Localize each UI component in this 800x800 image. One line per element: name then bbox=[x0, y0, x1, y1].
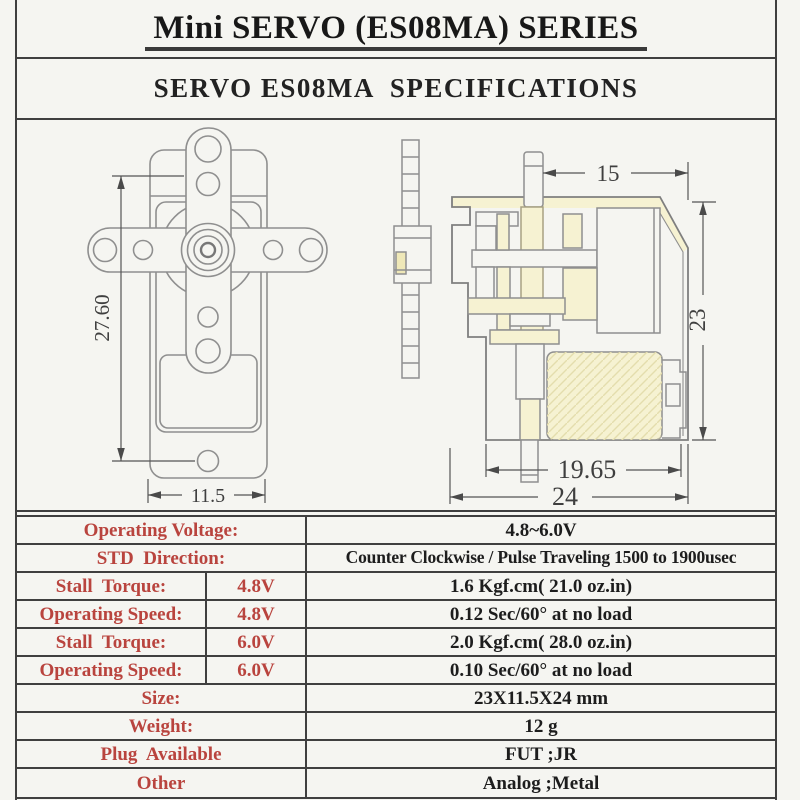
table-row bbox=[17, 573, 775, 601]
technical-drawings bbox=[17, 120, 775, 510]
table-row bbox=[17, 545, 775, 573]
spec-label: STD Direction: bbox=[17, 545, 307, 571]
spec-value: FUT ;JR bbox=[505, 743, 577, 765]
table-row bbox=[17, 769, 775, 799]
side-view-drawing bbox=[394, 140, 688, 482]
side-inner-width-dimension-label: 19.65 bbox=[557, 455, 617, 484]
spec-label: Stall Torque: bbox=[17, 629, 207, 655]
table-row bbox=[17, 741, 775, 769]
spec-label: Size: bbox=[17, 685, 307, 711]
spec-value: Counter Clockwise / Pulse Traveling 1500 to 1900usec bbox=[345, 547, 737, 568]
horn-hub bbox=[182, 224, 235, 277]
table-row bbox=[17, 629, 775, 657]
spec-voltage: 6.0V bbox=[207, 629, 307, 655]
technical-drawing-area bbox=[17, 120, 775, 510]
table-row bbox=[17, 685, 775, 713]
page-subtitle: SERVO ES08MA SPECIFICATIONS bbox=[153, 73, 639, 103]
spec-voltage: 4.8V bbox=[207, 601, 307, 627]
pot-housing bbox=[597, 208, 660, 333]
side-right-dimension-label: 23 bbox=[685, 308, 710, 332]
table-row bbox=[17, 713, 775, 741]
specifications-table bbox=[17, 510, 775, 799]
spec-voltage: 6.0V bbox=[207, 657, 307, 683]
spec-label: Plug Available bbox=[17, 741, 307, 767]
front-width-dimension-label: 11.5 bbox=[190, 485, 226, 507]
spec-value: 0.10 Sec/60° at no load bbox=[449, 659, 633, 681]
gear-block bbox=[563, 214, 582, 248]
spec-value: 12 g bbox=[524, 715, 558, 737]
spec-label: Stall Torque: bbox=[17, 573, 207, 599]
main-plate bbox=[472, 250, 597, 267]
spec-label: Operating Speed: bbox=[17, 657, 207, 683]
subtitle-bar bbox=[17, 57, 775, 120]
gear-block bbox=[563, 268, 597, 320]
spec-label: Operating Voltage: bbox=[17, 517, 307, 543]
spec-value: 23X11.5X24 mm bbox=[473, 687, 609, 709]
spec-value: Analog ;Metal bbox=[482, 772, 600, 794]
table-row bbox=[17, 657, 775, 685]
table-row bbox=[17, 517, 775, 545]
bottom-mount-hole bbox=[198, 451, 219, 472]
spec-value: 4.8~6.0V bbox=[505, 519, 577, 541]
front-height-dimension-label: 27.60 bbox=[90, 294, 114, 342]
top-shaft bbox=[524, 152, 543, 207]
front-view-drawing bbox=[88, 128, 327, 478]
page-title: Mini SERVO (ES08MA) SERIES bbox=[145, 10, 646, 51]
table-row bbox=[17, 601, 775, 629]
page-frame bbox=[15, 0, 777, 800]
spec-value: 0.12 Sec/60° at no load bbox=[449, 603, 633, 625]
spec-value: 2.0 Kgf.cm( 28.0 oz.in) bbox=[449, 631, 633, 653]
title-bar bbox=[17, 0, 775, 57]
spec-label: Other bbox=[17, 769, 307, 797]
spec-label: Weight: bbox=[17, 713, 307, 739]
spec-value: 1.6 Kgf.cm( 21.0 oz.in) bbox=[449, 575, 633, 597]
spec-voltage: 4.8V bbox=[207, 573, 307, 599]
side-top-dimension-label: 15 bbox=[596, 161, 620, 186]
side-width-dimension-label: 24 bbox=[552, 482, 578, 510]
spec-label: Operating Speed: bbox=[17, 601, 207, 627]
